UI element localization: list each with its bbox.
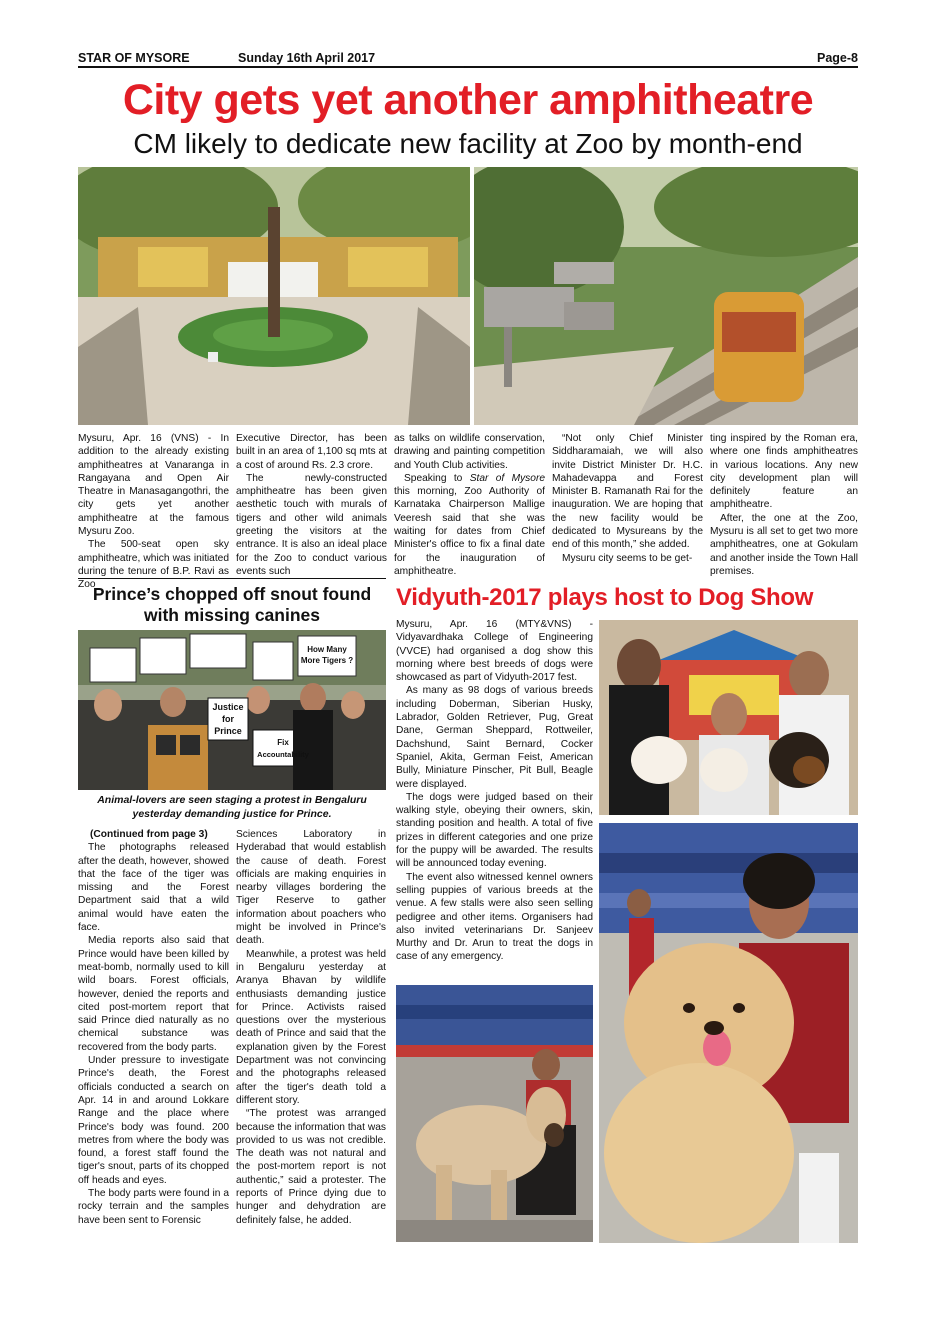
prince-col-1-para-4: The body parts were found in a rocky terrain and the samples have been sent to Forensic	[78, 1188, 229, 1226]
dog-show-para-1: Mysuru, Apr. 16 (MTY&VNS) - Vidyavardhaka College of Engineering (VVCE) had organised a dog show this morning where best breeds of dogs were showcased as part of Vidyuth-2017 fest.	[396, 619, 593, 684]
svg-text:for: for	[222, 714, 234, 724]
dog-show-para-3: The dogs were judged based on their walking style, obeying their owners, skin, standing position and health. A total of five prizes in different categories and one prize for the puppy will be awarded. The results will be announced today evening.	[396, 791, 593, 870]
masthead	[78, 50, 858, 68]
prince-col-1	[78, 828, 229, 1227]
puppies-photo	[599, 620, 858, 815]
main-col-1-para-1: Mysuru, Apr. 16 (VNS) - In addition to the already existing amphitheatres at Vanaranga in Rangayana and Open Air Theatre in Manasagangothri, the city gets yet another amphitheatre at the famous Mysuru Zoo.	[78, 433, 229, 538]
dog-show-headline: Vidyuth-2017 plays host to Dog Show	[396, 584, 814, 611]
svg-text:Prince: Prince	[214, 726, 242, 736]
prince-col-2-para-1: Sciences Laboratory in Hyderabad that would establish the cause of death. Forest officials are making enquiries in nearby villages bordering the Tiger Reserve to gather information about poachers who might be involved in Prince's death.	[236, 829, 386, 947]
dog-show-para-4: The event also witnessed kennel owners selling puppies of various breeds at the venue. A few stalls were also seen selling pedigree and other items. Organisers had also invited veterinarians Dr. Sanjeev Murthy and Dr. Arun to treat the dogs in case of any emergency.	[396, 871, 593, 963]
main-col-3	[394, 432, 545, 578]
main-col-4-para-2: Mysuru city seems to be get-	[562, 552, 693, 564]
main-col-2	[236, 432, 387, 578]
main-col-3-para-2: Speaking to Star of Mysore this morning, Zoo Authority of Karnataka Chairperson Mallige Veeresh said that she was waiting for dates from Chief Minister's office to fix a final date for the inauguration of amphitheatre.	[394, 472, 545, 577]
main-col-5	[710, 432, 858, 578]
section-divider	[78, 578, 386, 579]
main-col-5-para-1: ting inspired by the Roman era, where one finds amphitheatres in various locations. Any new city development plan will definitely feature an amphitheatre.	[710, 433, 858, 511]
issue-date: Sunday 16th April 2017	[238, 51, 376, 65]
prince-col-2-para-3: “The protest was arranged because the information that was provided to us was not credible. The death was not natural and the post-mortem report is not authentic,” said a protester. The reports of Prince dying due to hunger and dehydration are definitely false, he added.	[236, 1108, 386, 1226]
afghan-hound-photo	[396, 985, 593, 1242]
main-col-4	[552, 432, 703, 565]
main-headline: City gets yet another amphitheatre	[122, 76, 814, 124]
main-col-1-para-2: The 500-seat open sky amphitheatre, which was initiated during the tenure of B.P. Ravi as Zoo	[78, 539, 229, 591]
page-number: Page-8	[817, 51, 858, 65]
svg-text:More Tigers ?: More Tigers ?	[300, 656, 354, 665]
dog-show-text	[396, 618, 593, 964]
amphitheatre-photo-1	[78, 167, 470, 425]
svg-text:Justice: Justice	[212, 702, 244, 712]
svg-text:Fix: Fix	[277, 738, 289, 747]
prince-col-1-para-1: The photographs released after the death, however, showed that the face of the tiger was missing and the Forest Department said that a wild animal would have eaten the face.	[78, 842, 229, 934]
main-col-3-para-1: as talks on wildlife conservation, drawing and painting competition and Youth Club activities.	[394, 433, 545, 471]
main-col-2-para-2: The newly-constructed amphitheatre has been given aesthetic touch with murals of tigers and other wild animals greeting the visitors at the entrance. It is also an ideal place for the Zoo to conduct various events such	[236, 472, 387, 577]
svg-text:How Many: How Many	[307, 645, 347, 654]
dog-show-para-2: As many as 98 dogs of various breeds including Doberman, Siberian Husky, Labrador, Golden Retriever, Pug, Great Dane, German Sheppard, Rottweiler, Dachshund, Saint Bernard, Cocker Spaniel, Akita, German Feist, American Bully, Miniature Pinscher, Pit Bull, Beagle were displayed.	[396, 685, 593, 790]
prince-col-1-para-2: Media reports also said that Prince would have been killed by meat-bomb, normally used to kill wild boars. Forest officials, however, denied the reports and cited post-mortem report that said Prince died naturally as no chemical substance was recovered from the body parts.	[78, 935, 229, 1053]
prince-col-2	[236, 828, 386, 1227]
protest-photo	[78, 630, 386, 790]
protest-caption: Animal-lovers are seen staging a protest in Bengaluru yesterday demanding justice for Prince.	[97, 794, 367, 820]
golden-retriever-photo	[599, 823, 858, 1243]
svg-text:Accountability: Accountability	[257, 750, 309, 759]
main-col-1	[78, 432, 229, 592]
main-col-5-para-2: After, the one at the Zoo, Mysuru is all set to get two more amphitheatres, one at Gokulam and another inside the Town Hall premises.	[710, 512, 858, 577]
main-col-4-para-1: “Not only Chief Minister Siddharamaiah, we will also invite District Minister Dr. H.C. Mahadevappa and Forest Minister B. Ramanath Rai for the inauguration. We are hoping that the new facility would be dedicated to Mysureans by the end of this month,” she added.	[552, 433, 703, 551]
paper-name: STAR OF MYSORE	[78, 51, 190, 65]
prince-col-1-para-3: Under pressure to investigate Prince's death, the Forest officials conducted a search on Apr. 14 in and around Lokkare Range and the place where Prince's body was found. 200 metres from where the body was found, a forest staff found the tiger's snout, parts of its chopped off heads and eyes.	[78, 1055, 229, 1186]
amphitheatre-photo-2	[474, 167, 858, 425]
main-col-2-para-1: Executive Director, has been built in an area of 1,100 sq mts at a cost of around Rs. 2.3 crore.	[236, 433, 387, 471]
continued-note: (Continued from page 3)	[90, 829, 208, 840]
main-subhead: CM likely to dedicate new facility at Zoo by month-end	[133, 128, 803, 159]
prince-headline: Prince’s chopped off snout found with missing canines	[92, 584, 372, 625]
prince-col-2-para-2: Meanwhile, a protest was held in Bengaluru yesterday at Aranya Bhavan by wildlife enthusiasts demanding justice for Prince. Activists raised questions over the mysterious death of Prince and said that the explanation given by the Forest Department was not convincing and the photographs released after the tiger's death told a different story.	[236, 948, 386, 1106]
